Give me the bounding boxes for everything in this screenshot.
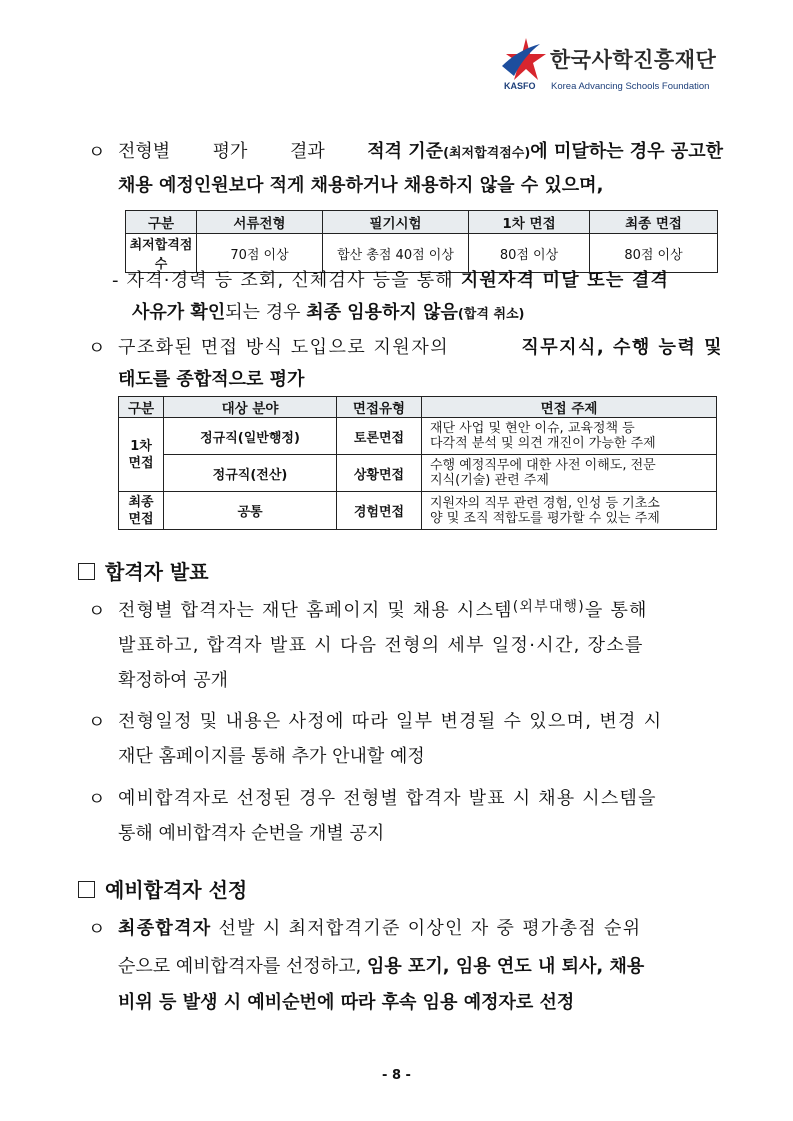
bold-small-text: (최저합격점수) [443, 146, 531, 161]
p2-line2: 태도를 종합적으로 평가 [118, 369, 305, 390]
kasfo-star-icon [500, 36, 548, 82]
s2-line1 [118, 914, 723, 940]
s1-item1-line1 [118, 596, 723, 622]
bullet-mark: ㅇ [88, 789, 106, 810]
s1-item3-line1: 예비합격자로 선정된 경우 전형별 합격자 발표 시 채용 시스템을 [118, 788, 657, 809]
section-heading-reserve [78, 874, 247, 903]
bold-small-text: (합격 취소) [457, 307, 525, 322]
checkbox-square-icon [78, 881, 95, 898]
p1-line1 [118, 137, 723, 163]
section-title: 예비합격자 선정 [105, 878, 248, 902]
table-cell: 경험면접 [337, 492, 422, 530]
table-cell: 정규직(전산) [164, 455, 337, 492]
s1-item2-line2: 재단 홈페이지를 통해 추가 안내할 예정 [118, 746, 425, 767]
table-header: 면접 주제 [422, 397, 717, 418]
page-number: - 8 - [382, 1068, 411, 1083]
text-segment: 선발 시 최저합격기준 이상인 자 중 평가총점 순위 [211, 918, 642, 939]
p2-line1 [118, 333, 723, 359]
bullet-mark: ㅇ [88, 601, 106, 622]
interview-table [118, 396, 717, 530]
bullet-mark: ㅇ [88, 142, 106, 163]
table-header-row [119, 397, 717, 418]
text-segment: 순으로 예비합격자를 선정하고, [118, 956, 367, 977]
s2-line2 [118, 952, 723, 978]
logo-abbreviation: KASFO [504, 81, 536, 91]
table-cell: 토론면접 [337, 418, 422, 455]
bold-text: 적격 기준 [367, 141, 444, 162]
group-cell: 1차 면접 [119, 418, 164, 492]
text-segment: 전형별 [118, 141, 171, 162]
bold-text: 최종합격자 [118, 918, 212, 939]
table-cell: 80점 이상 [590, 234, 718, 273]
table-row [119, 455, 717, 492]
group-cell: 최종 면접 [119, 492, 164, 530]
text-segment: 결과 [289, 141, 325, 162]
section-heading-announcement [78, 556, 209, 585]
min-score-table [125, 210, 718, 273]
s1-item1-line3: 확정하여 공개 [118, 670, 229, 691]
text-segment: - 자격·경력 등 조회, 신체검사 등을 통해 [112, 270, 461, 291]
bullet-mark: ㅇ [88, 919, 106, 940]
bold-text: 직무지식, 수행 능력 및 [521, 337, 723, 358]
table-header: 대상 분야 [164, 397, 337, 418]
table-header: 최종 면접 [590, 211, 718, 234]
s1-item3-line2: 통해 예비합격자 순번을 개별 공지 [118, 823, 385, 844]
table-row [119, 492, 717, 530]
topic-cell [422, 418, 717, 455]
text-segment: 구조화된 면접 방식 도입으로 지원자의 [118, 337, 457, 358]
bold-text: 지원자격 미달 또는 결격 [460, 270, 670, 291]
text-segment: 평가 [212, 141, 248, 162]
logo-korean-name: 한국사학진흥재단 [550, 48, 717, 72]
bold-text: 임용 포기, 임용 연도 내 퇴사, 채용 [366, 956, 645, 977]
table-header-row [126, 211, 718, 234]
table-row [119, 418, 717, 455]
table-header: 1차 면접 [469, 211, 590, 234]
table-header: 서류전형 [197, 211, 323, 234]
table-header: 구분 [126, 211, 197, 234]
table-header: 면접유형 [337, 397, 422, 418]
topic-line: 재단 사업 및 현안 이슈, 교육정책 등 [430, 421, 635, 436]
topic-line: 지원자의 직무 관련 경험, 인성 등 기초소 [430, 495, 660, 511]
small-text: (외부대행) [512, 599, 585, 615]
topic-line: 다각적 분석 및 의견 개진이 가능한 주제 [430, 436, 656, 451]
table-cell: 상황면접 [337, 455, 422, 492]
bullet-mark: ㅇ [88, 338, 106, 359]
table-cell: 80점 이상 [469, 234, 590, 273]
text-segment: 을 통해 [584, 600, 648, 621]
s1-item2-line1: 전형일정 및 내용은 사정에 따라 일부 변경될 수 있으며, 변경 시 [118, 711, 663, 732]
table-header: 필기시험 [323, 211, 469, 234]
p1-sub-line1 [112, 266, 723, 292]
checkbox-square-icon [78, 563, 95, 580]
foundation-logo [500, 36, 740, 96]
text-segment: 되는 경우 [225, 302, 307, 323]
table-header: 구분 [119, 397, 164, 418]
topic-line: 지식(기술) 관련 주제 [430, 473, 549, 488]
bold-text: 최종 임용하지 않음 [306, 302, 458, 323]
p1-sub-line2 [132, 298, 525, 324]
topic-cell [422, 455, 717, 492]
text-segment: 전형별 합격자는 재단 홈페이지 및 채용 시스템 [118, 600, 513, 621]
bullet-mark: ㅇ [88, 712, 106, 733]
s2-line3: 비위 등 발생 시 예비순번에 따라 후속 임용 예정자로 선정 [118, 992, 575, 1013]
table-cell: 공통 [164, 492, 337, 530]
table-cell: 합산 총점 40점 이상 [323, 234, 469, 273]
table-cell: 최저합격점수 [126, 234, 197, 273]
p1-line2: 채용 예정인원보다 적게 채용하거나 채용하지 않을 수 있으며, [118, 175, 604, 196]
logo-english-name: Korea Advancing Schools Foundation [551, 81, 710, 92]
topic-line: 수행 예정직무에 대한 사전 이해도, 전문 [430, 458, 656, 473]
topic-line: 양 및 조직 적합도를 평가할 수 있는 주제 [430, 510, 660, 526]
s1-item1-line2: 발표하고, 합격자 발표 시 다음 전형의 세부 일정·시간, 장소를 [118, 635, 644, 656]
bold-text: 에 미달하는 경우 공고한 [530, 141, 723, 162]
topic-cell [422, 492, 717, 530]
table-cell: 정규직(일반행정) [164, 418, 337, 455]
table-cell: 70점 이상 [197, 234, 323, 273]
bold-text: 사유가 확인 [132, 302, 226, 323]
section-title: 합격자 발표 [105, 560, 209, 584]
